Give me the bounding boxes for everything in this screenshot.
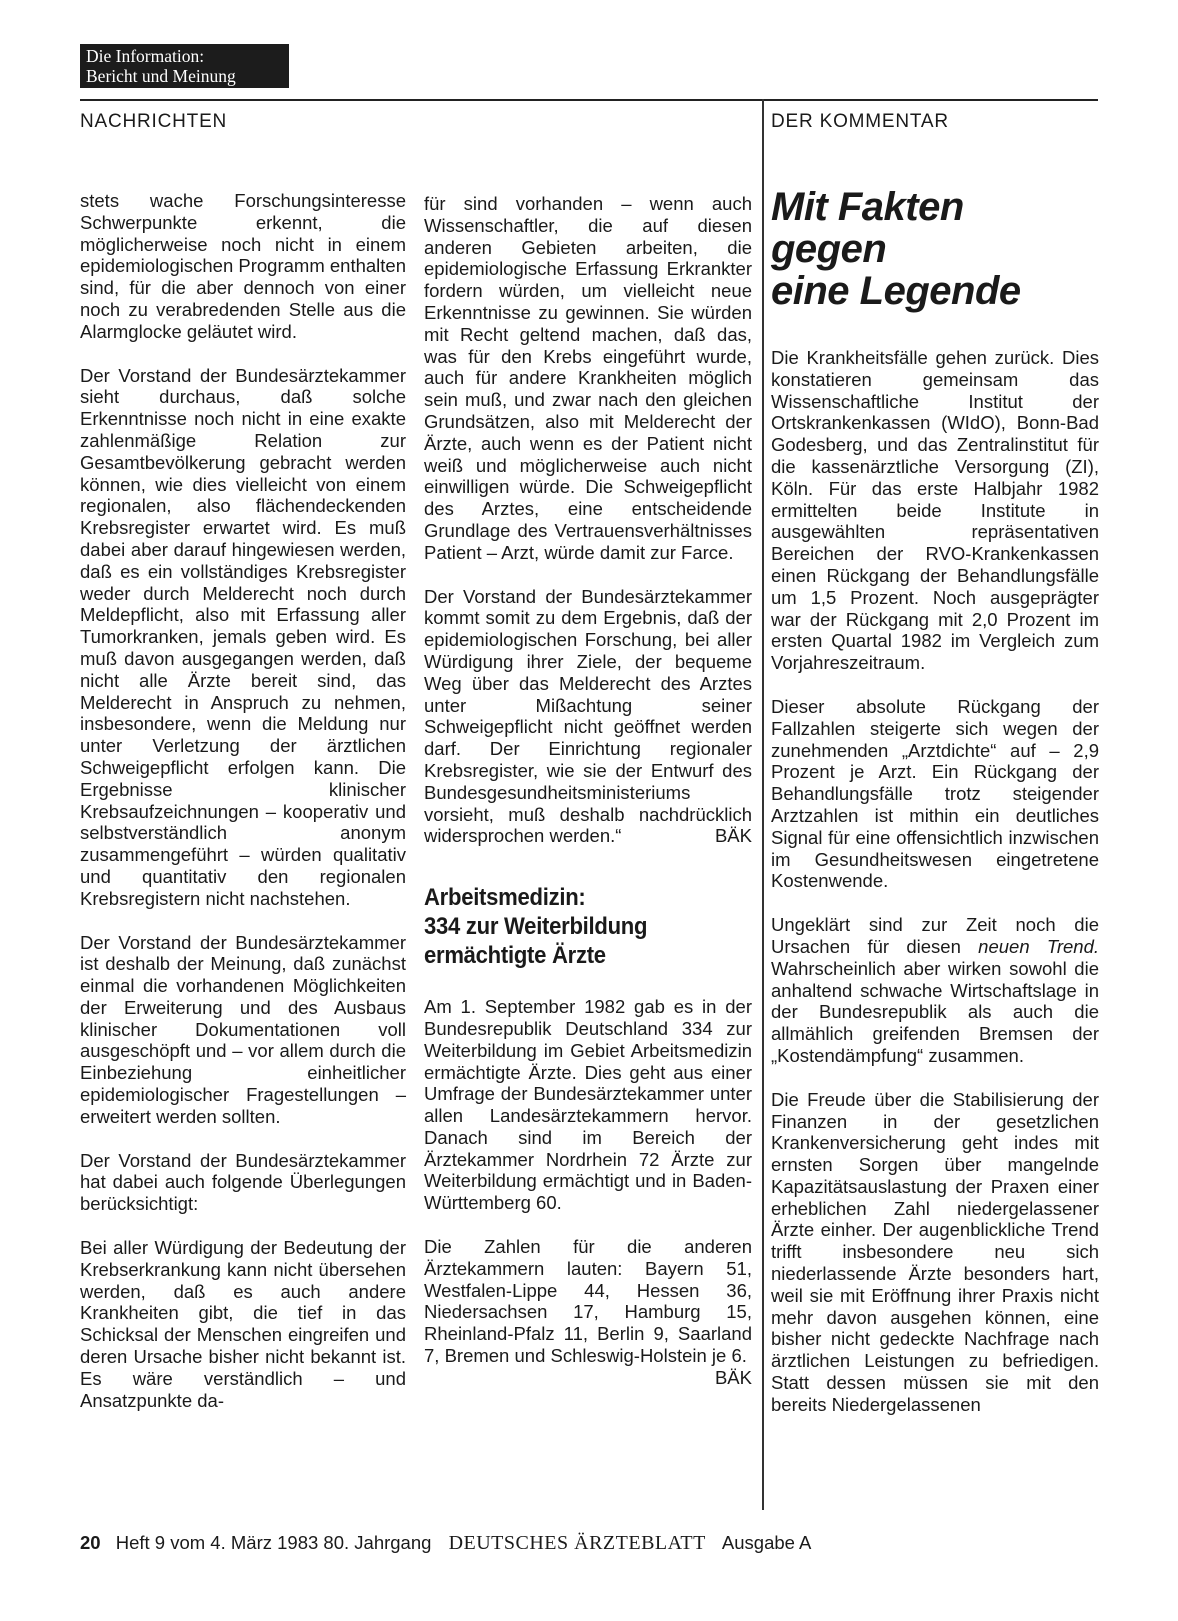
paragraph xyxy=(424,586,752,848)
column-divider xyxy=(762,99,764,1510)
paragraph: Am 1. September 1982 gab es in der Bundesrepublik Deutschland 334 zur Weiterbildung im Gebiet Arbeitsmedizin ermächtigte Ärzte. Dies geht aus einer Umfrage der Bundesärztekammer unter allen Landesärztekammern hervor. Danach sind im Bereich der Ärztekammer Nordrhein 72 Ärzte zur Weiterbildung ermächtigt und in Baden-Württemberg 60. xyxy=(424,996,752,1214)
page-number: 20 xyxy=(80,1532,101,1553)
paragraph: Der Vorstand der Bundesärztekammer hat dabei auch folgende Überlegungen berücksichtigt: xyxy=(80,1149,406,1215)
emphasis-text: neuen Trend. xyxy=(978,935,1100,957)
signature-bak: BÄK xyxy=(714,825,752,847)
paragraph: Bei aller Würdigung der Bedeutung der Krebserkrankung kann nicht übersehen werden, daß es auch andere Krankheiten gibt, die tief in das Schicksal der Menschen eingreifen und deren Ursache bisher nicht bekannt ist. Es wäre verständlich – und Ansatzpunkte da- xyxy=(80,1237,406,1411)
paragraph: Die Krankheitsfälle gehen zurück. Dies konstatieren gemeinsam das Wissenschaftliche Institut der Ortskrankenkassen (WIdO), Bonn-Bad Godesberg, und das Zentralinstitut für die kassenärztliche Versorgung (ZI), Köln. Für das erste Halbjahr 1982 ermittelten beide Institute in ausgewählten repräsentativen Bereichen der RVO-Krankenkassen einen Rückgang der Behandlungsfälle um 1,5 Prozent. Noch ausgeprägter war der Rückgang mit 2,0 Prozent im ersten Quartal 1982 im Vergleich zum Vorjahreszeitraum. xyxy=(771,347,1099,674)
paragraph: stets wache Forschungsinteresse Schwerpunkte erkennt, die möglicherweise noch nicht in einem epidemiologischen Programm enthalten sind, für die aber dennoch von einer noch zu verabredenden Stelle aus die Alarmglocke geläutet wird. xyxy=(80,190,406,342)
top-rule xyxy=(80,99,1098,101)
paragraph xyxy=(424,1236,752,1388)
page-footer xyxy=(80,1532,811,1555)
paragraph-text: Der Vorstand der Bundesärztekammer kommt somit zu dem Ergebnis, daß der epidemiologischen Forschung, bei aller Würdigung ihrer Ziele, der bequeme Weg über das Melderecht des Arztes unter Mißachtung seiner Schweigepflicht nicht geöffnet werden darf. Der Einrichtung regionaler Krebsregister, wie sie der Entwurf des Bundesgesundheitsministeriums vorsieht, muß deshalb nachdrücklich widersprochen werden.“ xyxy=(424,585,752,847)
badge-line-1: Die Information: xyxy=(86,46,205,66)
column-3 xyxy=(771,347,1099,1438)
section-label-comment: DER KOMMENTAR xyxy=(771,111,949,132)
article-headline xyxy=(424,883,726,970)
column-2 xyxy=(424,193,752,1389)
signature-bak: BÄK xyxy=(714,1366,752,1388)
headline-line: ermächtigte Ärzte xyxy=(424,942,606,970)
edition-label: Ausgabe A xyxy=(721,1532,812,1553)
headline-line: eine Legende xyxy=(771,269,1021,313)
issue-info: Heft 9 vom 4. März 1983 80. Jahrgang xyxy=(115,1532,432,1553)
headline-line: Arbeitsmedizin: xyxy=(424,884,586,912)
comment-headline xyxy=(771,186,1101,312)
paragraph: Dieser absolute Rückgang der Fallzahlen steigerte sich wegen der zunehmenden „Arztdichte“ auf – 2,9 Prozent je Arzt. Ein Rückgang der Behandlungsfälle trotz steigender Arztzahlen ist mithin ein deutliches Signal für eine offensichtlich inzwischen im Gesundheitswesen eingetretene Kostenwende. xyxy=(771,695,1099,892)
headline-line: gegen xyxy=(771,227,887,271)
paragraph-text: Die Zahlen für die anderen Ärztekammern lauten: Bayern 51, Westfalen-Lippe 44, Hessen 36, Niedersachsen 17, Hamburg 15, Rheinland-Pfalz 11, Berlin 9, Saarland 7, Bremen und Schleswig-Holstein je 6. xyxy=(424,1236,752,1367)
paragraph-text: Ungeklärt sind zur Zeit noch die Ursachen für diesen xyxy=(771,914,1099,957)
paragraph-text: Wahrscheinlich aber wirken sowohl die anhaltend schwache Wirtschaftslage in der Bundesrepublik als auch die allmählich greifenden Bremsen der „Kostendämpfung“ zusammen. xyxy=(771,957,1099,1066)
journal-title: DEUTSCHES ÄRZTEBLATT xyxy=(448,1532,706,1554)
badge-line-2: Bericht und Meinung xyxy=(86,66,236,86)
paragraph xyxy=(771,914,1099,1067)
headline-line: 334 zur Weiterbildung xyxy=(424,913,648,941)
column-1 xyxy=(80,190,406,1433)
paragraph: Der Vorstand der Bundesärztekammer sieht durchaus, daß solche Erkenntnisse noch nicht in eine exakte zahlenmäßige Relation zur Gesamtbevölkerung gebracht werden können, wie dies vielleicht von einem regionalen, also flächendeckenden Krebsregister erwartet wird. Es muß dabei aber darauf hingewiesen werden, daß es ein vollständiges Krebsregister weder durch Melderecht noch durch Meldepflicht, also mit Erfassung aller Tumorkranken, jemals geben wird. Es muß davon ausgegangen werden, daß nicht alle Ärzte bereit sind, das Melderecht in Anspruch zu nehmen, insbesondere, wenn die Meldung nur unter Verletzung der ärztlichen Schweigepflicht erfolgen kann. Die Ergebnisse klinischer Krebsaufzeichnungen – kooperativ und selbstverständlich anonym zusammengeführt – würden qualitativ und quantitativ den regionalen Krebsregistern nicht nachstehen. xyxy=(80,364,406,909)
paragraph: für sind vorhanden – wenn auch Wissenschaftler, die auf diesen anderen Gebieten arbeiten, die epidemiologische Erfassung Erkrankter fordern würden, um vielleicht neue Erkenntnisse zu gewinnen. Sie würden mit Recht geltend machen, daß das, was für den Krebs eingeführt wurde, auch für andere Krankheiten möglich sein muß, und zwar nach den gleichen Grundsätzen, also mit Melderecht der Ärzte, auch wenn es der Patient nicht weiß und möglicherweise auch nicht einwilligen würde. Die Schweigepflicht des Arztes, eine entscheidende Grundlage des Vertrauensverhältnisses Patient – Arzt, würde damit zur Farce. xyxy=(424,193,752,563)
section-badge xyxy=(80,44,289,88)
section-label-news: NACHRICHTEN xyxy=(80,111,228,132)
headline-line: Mit Fakten xyxy=(771,185,964,229)
paragraph: Der Vorstand der Bundesärztekammer ist deshalb der Meinung, daß zunächst einmal die vorhandenen Möglichkeiten der Erweiterung und des Ausbaus klinischer Dokumentationen voll ausgeschöpft und – vor allem durch die Einbeziehung einheitlicher epidemiologischer Fragestellungen – erweitert werden sollten. xyxy=(80,931,406,1127)
paragraph: Die Freude über die Stabilisierung der Finanzen in der gesetzlichen Krankenversicherung geht indes mit ernsten Sorgen über mangelnde Kapazitätsauslastung der Praxen einer erheblichen Zahl niedergelassener Ärzte einher. Der augenblickliche Trend trifft insbesondere neu sich niederlassende Ärzte besonders hart, weil sie mit Eröffnung ihrer Praxis nicht mehr davon ausgehen können, eine bisher nicht gedeckte Nachfrage nach ärztlichen Leistungen zu befriedigen. Statt dessen müssen sie mit den bereits Niedergelassenen xyxy=(771,1088,1099,1415)
